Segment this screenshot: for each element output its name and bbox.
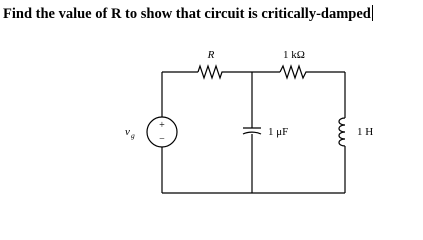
resistor-1k-label: 1 kΩ	[283, 49, 305, 61]
source-label: v	[125, 126, 130, 138]
inductor-label: 1 H	[357, 126, 374, 138]
capacitor-plate-bottom	[243, 132, 261, 134]
source-minus-sign: −	[159, 134, 165, 145]
inductor-symbol	[339, 118, 345, 146]
source-plus-sign: +	[159, 120, 165, 131]
capacitor-label: 1 μF	[268, 126, 289, 138]
source-label-subscript: g	[131, 131, 135, 140]
resistor-r-label: R	[207, 49, 215, 61]
resistor-r-symbol	[198, 66, 224, 78]
question-text[interactable]: Find the value of R to show that circuit is critically-damped	[3, 6, 371, 22]
resistor-1k-symbol	[280, 66, 308, 78]
